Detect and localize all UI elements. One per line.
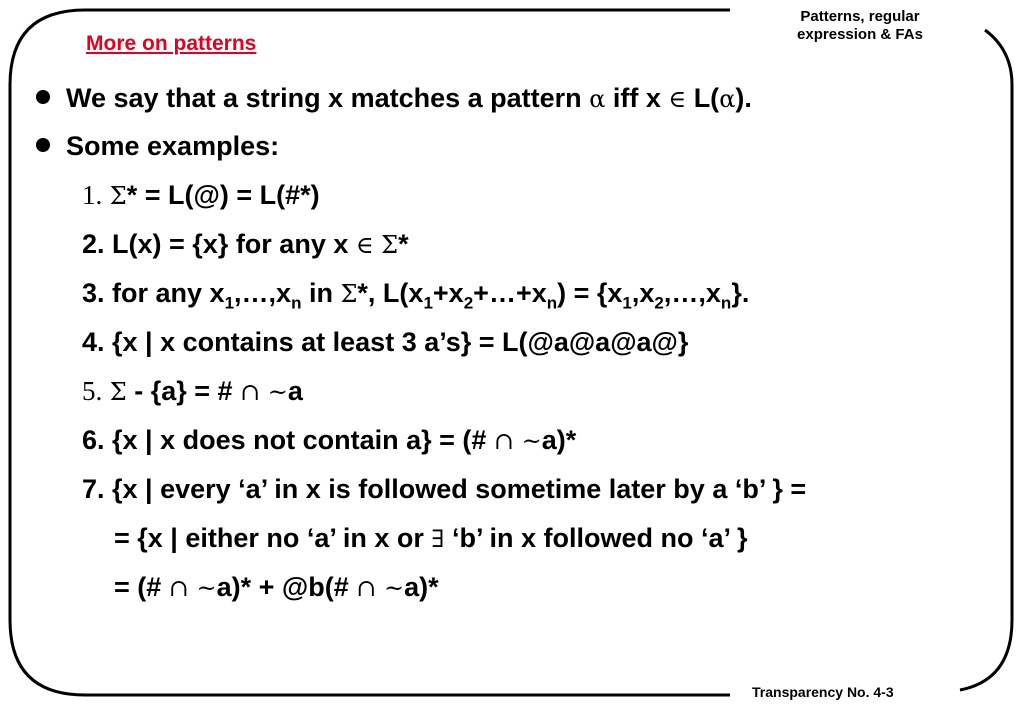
complement-symbol: ~ — [376, 574, 405, 602]
intersection-symbol: ∩ — [168, 574, 189, 602]
element-of-symbol: ∈ — [668, 85, 687, 113]
example-3: 3. for any $x_1,\dots,x_n$ in Σ*, $L(x_1+x_2+\dots+x_n)$ = $\{x_1,x_2,\dots,x_n\}$. — [82, 278, 750, 313]
intersection-symbol: ∩ — [493, 427, 515, 455]
bullet-item-examples: Some examples: — [36, 130, 279, 162]
element-of-symbol: ∈ — [355, 231, 374, 259]
complement-symbol: ~ — [260, 378, 288, 406]
example-4: 4. {x | x contains at least 3 a’s} = L(@a@a@a@} — [82, 327, 689, 357]
course-header — [760, 8, 960, 44]
bullet-icon — [36, 138, 50, 152]
alpha-symbol: α — [589, 85, 606, 113]
complement-symbol: ~ — [188, 574, 217, 602]
example-7-cont-2: = (# ∩ ~a)* + @b(# ∩ ~a)* — [114, 572, 439, 602]
example-5: 5. Σ - {a} = # ∩ ~a — [82, 376, 303, 406]
bullet-item-pattern-match: We say that a string x matches a pattern α iff x ∈ L(α). — [36, 82, 752, 115]
example-1: 1. Σ* = L(@) = L(#*) — [82, 180, 320, 210]
sigma-symbol: Σ — [109, 378, 127, 406]
sigma-symbol: Σ — [109, 182, 127, 210]
intersection-symbol: ∩ — [240, 378, 261, 406]
example-2: 2. L(x) = {x} for any x ∈ Σ* — [82, 229, 409, 259]
transparency-number: Transparency No. 4-3 — [752, 684, 894, 700]
bullet-icon — [36, 90, 50, 104]
course-header-line2: expression & FAs — [797, 26, 923, 43]
example-7: 7. {x | every ‘a’ in x is followed sometime later by a ‘b’ } = — [82, 474, 807, 504]
exists-symbol: ∃ — [431, 525, 445, 553]
alpha-symbol: α — [719, 85, 736, 113]
sigma-symbol: Σ — [381, 231, 399, 259]
course-header-line1: Patterns, regular — [800, 8, 920, 25]
slide-title: More on patterns — [86, 32, 257, 55]
example-6: 6. {x | x does not contain a} = (# ∩ ~a)* — [82, 425, 577, 455]
sigma-symbol: Σ — [340, 280, 358, 308]
complement-symbol: ~ — [514, 427, 542, 455]
example-7-cont-1: = {x | either no ‘a’ in x or ∃ ‘b’ in x followed no ‘a’ } — [114, 523, 748, 553]
intersection-symbol: ∩ — [356, 574, 377, 602]
